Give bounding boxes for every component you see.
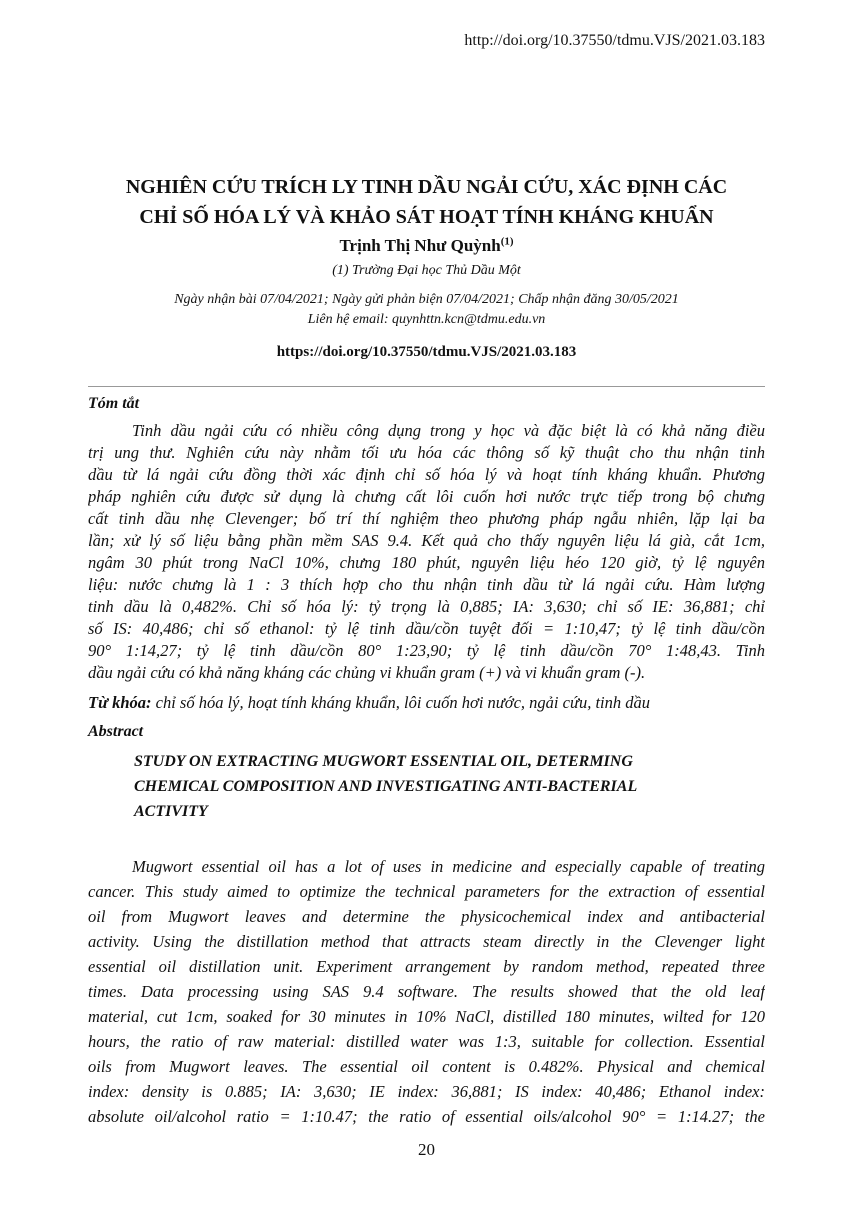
doi-link[interactable]: https://doi.org/10.37550/tdmu.VJS/2021.03.183 [276, 344, 577, 360]
text-line: oil from Mugwort leaves and determine the physicochemical index and antibacterial [88, 907, 765, 926]
text-line: lần; xử lý số liệu bằng phần mềm SAS 9.4. Kết quả cho thấy nguyên liệu lá già, cắt 1cm, [88, 531, 765, 550]
title-line: STUDY ON EXTRACTING MUGWORT ESSENTIAL OIL, DETERMING [134, 753, 633, 770]
author-name: Trịnh Thị Như Quỳnh [339, 236, 501, 255]
text-line: liệu: nước chưng là 1 : 3 thích hợp cho thu nhận tinh dầu từ lá ngải cứu. Hàm lượng [88, 575, 765, 594]
text-line: essential oil distillation unit. Experiment arrangement by random method, repeated three [88, 957, 765, 976]
title-line: ACTIVITY [134, 803, 208, 820]
text-line: absolute oil/alcohol ratio = 1:10.47; the ratio of essential oils/alcohol 90° = 1:14.27; the [88, 1107, 765, 1126]
text-line: cất tinh dầu nhẹ Clevenger; bố trí thí nghiệm theo phương pháp ngẫu nhiên, lặp lại ba [88, 509, 765, 528]
summary-vi [88, 420, 765, 684]
dates: Ngày nhận bài 07/04/2021; Ngày gửi phản biện 07/04/2021; Chấp nhận đăng 30/05/2021 [174, 292, 679, 307]
abstract-en [88, 854, 765, 1129]
contact-email: Liên hệ email: quynhttn.kcn@tdmu.edu.vn [307, 312, 546, 327]
dates-block [60, 290, 793, 330]
text-line: times. Data processing using SAS 9.4 software. The results showed that the old leaf [88, 982, 765, 1001]
header-doi: http://doi.org/10.37550/tdmu.VJS/2021.03.183 [464, 32, 765, 49]
affiliation: (1) Trường Đại học Thủ Dầu Một [332, 263, 521, 278]
text-line: Mugwort essential oil has a lot of uses in medicine and especially capable of treating [132, 857, 765, 876]
text-line: số IS: 40,486; chỉ số ethanol: tỷ lệ tinh dầu/cồn tuyệt đối = 1:10,47; tỷ lệ tinh dầu/cồn [88, 619, 765, 638]
text-line: index: density is 0.885; IA: 3,630; IE index: 36,881; IS index: 40,486; Ethanol index: [88, 1082, 765, 1101]
divider [88, 386, 765, 387]
text-line: trị ung thư. Nghiên cứu này nhằm tối ưu hóa các thông số kỹ thuật cho thu nhận tinh [88, 443, 765, 462]
author [60, 236, 793, 256]
page-number: 20 [418, 1140, 435, 1159]
title-line: NGHIÊN CỨU TRÍCH LY TINH DẦU NGẢI CỨU, XÁC ĐỊNH CÁC [125, 176, 728, 198]
abstract-heading: Abstract [88, 723, 144, 740]
text-line: oils from Mugwort leaves. The essential oil content is 0.482%. Physical and chemical [88, 1057, 765, 1076]
text-line: ngâm 30 phút trong NaCl 10%, chưng 180 phút, nguyên liệu héo 120 giờ, tỷ lệ nguyên [88, 553, 765, 572]
text-line: hours, the ratio of raw material: distilled water was 1:3, suitable for collection. Essential [88, 1032, 765, 1051]
text-line: activity. Using the distillation method that attracts steam directly in the Clevenger light [88, 932, 765, 951]
text-line: pháp nghiên cứu được sử dụng là chưng cất lôi cuốn hơi nước trực tiếp trong bộ chưng [88, 487, 765, 506]
text-line: Tinh dầu ngải cứu có nhiều công dụng trong y học và đặc biệt là có khả năng điều [132, 421, 765, 440]
text-line: dầu từ lá ngải cứu đồng thời xác định chỉ số hóa lý và hoạt tính kháng khuẩn. Phương [88, 465, 765, 484]
text-line: material, cut 1cm, soaked for 30 minutes in 10% NaCl, distilled 180 minutes, wilted for 120 [88, 1007, 765, 1026]
text-line: 90° 1:14,27; tỷ lệ tinh dầu/cồn 80° 1:23,90; tỷ lệ tinh dầu/cồn 70° 1:48,43. Tinh [88, 641, 765, 660]
article-title-en [134, 749, 765, 824]
title-line: CHỈ SỐ HÓA LÝ VÀ KHẢO SÁT HOẠT TÍNH KHÁNG KHUẨN [139, 206, 714, 228]
keywords-label: Từ khóa: [88, 693, 152, 712]
text-line: dầu ngải cứu có khả năng kháng các chủng vi khuẩn gram (+) và vi khuẩn gram (-). [88, 663, 646, 682]
text-line: cancer. This study aimed to optimize the technical parameters for the extraction of essential [88, 882, 765, 901]
article-title-vi [60, 172, 793, 232]
keywords [88, 692, 650, 714]
author-superscript: (1) [500, 235, 514, 248]
summary-heading: Tóm tắt [88, 395, 140, 412]
text-line: tinh dầu là 0,482%. Chỉ số hóa lý: tỷ trọng là 0,885; IA: 3,630; chỉ số IE: 36,881; chỉ [88, 597, 765, 616]
keywords-text: chỉ số hóa lý, hoạt tính kháng khuẩn, lôi cuốn hơi nước, ngải cứu, tinh dầu [155, 693, 650, 712]
title-line: CHEMICAL COMPOSITION AND INVESTIGATING ANTI-BACTERIAL [134, 778, 638, 795]
